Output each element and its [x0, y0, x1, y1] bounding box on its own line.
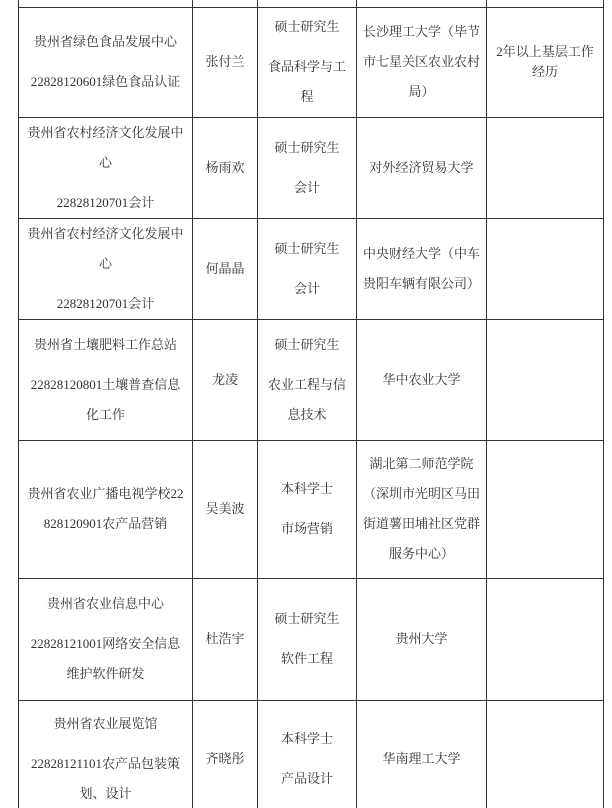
cell-unit-position: [19, 578, 193, 700]
cell-school: [357, 7, 487, 117]
text-line: 杨雨欢: [205, 159, 245, 175]
cell-school: [357, 578, 487, 700]
cell-school: [357, 218, 487, 319]
cell-degree-major: [258, 117, 357, 218]
recruitment-table: [18, 0, 604, 808]
cell-remark: [487, 117, 604, 218]
cell-remark: [487, 218, 604, 319]
cell-unit-position: [19, 319, 193, 440]
empty-cell: [19, 0, 193, 7]
text-line: 张付兰: [205, 54, 245, 69]
text-line: 对外经济贸易大学: [369, 159, 474, 175]
cell-name: [193, 440, 258, 578]
cell-name: [193, 117, 258, 218]
text-line: 硕士研究生: [274, 19, 340, 34]
empty-cell: [487, 0, 604, 7]
empty-cell: [193, 0, 258, 7]
cell-degree-major: [258, 218, 357, 319]
text-line: 华南理工大学: [382, 750, 461, 766]
cell-school: [357, 700, 487, 808]
cell-name: [193, 7, 258, 117]
partial-row-top: [19, 0, 604, 7]
text-line: 龙凌: [211, 371, 238, 387]
text-line: 硕士研究生: [274, 139, 340, 155]
table-row: [19, 700, 604, 808]
text-line: 硕士研究生: [274, 336, 340, 352]
text-line: 食品科学与工程: [267, 59, 346, 104]
cell-school: [357, 440, 487, 578]
cell-degree-major: [258, 7, 357, 117]
text-line: 贵州省农业广播电视学校22828120901农产品营销: [27, 486, 184, 531]
empty-cell: [258, 0, 357, 7]
text-line: 22828120701会计: [56, 295, 155, 311]
cell-unit-position: [19, 700, 193, 808]
text-line: 杜浩宇: [205, 631, 245, 646]
text-line: 湖北第二师范学院（深圳市光明区马田街道薯田埔社区党群服务中心）: [363, 456, 481, 561]
cell-remark: [487, 700, 604, 808]
text-line: 市场营销: [280, 521, 333, 536]
text-line: 本科学士: [280, 481, 333, 496]
text-line: 22828121001网络安全信息维护软件研发: [30, 636, 181, 681]
cell-remark: [487, 440, 604, 578]
table-row: [19, 218, 604, 319]
text-line: 22828121101农产品包装策划、设计: [30, 755, 181, 801]
table-row: [19, 319, 604, 440]
cell-school: [357, 319, 487, 440]
text-line: 何晶晶: [205, 260, 245, 276]
text-line: 贵州省农村经济文化发展中心: [27, 225, 184, 271]
text-line: 贵州省土壤肥料工作总站: [33, 336, 177, 352]
table-row: [19, 440, 604, 578]
text-line: 22828120801土壤普查信息化工作: [30, 376, 181, 422]
text-line: 吴美波: [205, 501, 245, 516]
cell-unit-position: [19, 117, 193, 218]
text-line: 华中农业大学: [382, 371, 461, 387]
text-line: 软件工程: [280, 651, 333, 666]
text-line: 硕士研究生: [274, 240, 340, 256]
cell-name: [193, 700, 258, 808]
text-line: 2年以上基层工作经历: [496, 44, 594, 79]
cell-remark: [487, 7, 604, 117]
table-row: [19, 7, 604, 117]
text-line: 22828120601绿色食品认证: [30, 74, 181, 89]
text-line: 本科学士: [280, 730, 333, 746]
table-row: [19, 578, 604, 700]
text-line: 齐晓彤: [205, 750, 245, 766]
table-row: [19, 117, 604, 218]
text-line: 长沙理工大学（毕节市七星关区农业农村局）: [363, 24, 481, 99]
text-line: 中央财经大学（中车贵阳车辆有限公司）: [363, 245, 481, 291]
text-line: 会计: [293, 280, 320, 296]
text-line: 贵州省农村经济文化发展中心: [27, 124, 184, 170]
cell-unit-position: [19, 7, 193, 117]
text-line: 贵州省农业信息中心: [46, 596, 164, 611]
cell-remark: [487, 578, 604, 700]
text-line: 农业工程与信息技术: [267, 376, 346, 422]
text-line: 硕士研究生: [274, 611, 340, 626]
cell-degree-major: [258, 700, 357, 808]
cell-degree-major: [258, 578, 357, 700]
text-line: 贵州省绿色食品发展中心: [33, 34, 177, 49]
cell-name: [193, 319, 258, 440]
cell-name: [193, 578, 258, 700]
empty-cell: [357, 0, 487, 7]
cell-remark: [487, 319, 604, 440]
cell-unit-position: [19, 218, 193, 319]
text-line: 产品设计: [280, 770, 333, 786]
text-line: 会计: [293, 179, 320, 195]
text-line: 22828120701会计: [56, 194, 155, 210]
text-line: 贵州大学: [395, 631, 448, 646]
cell-degree-major: [258, 319, 357, 440]
cell-name: [193, 218, 258, 319]
cell-school: [357, 117, 487, 218]
text-line: 贵州省农业展览馆: [53, 715, 158, 731]
cell-unit-position: [19, 440, 193, 578]
cell-degree-major: [258, 440, 357, 578]
